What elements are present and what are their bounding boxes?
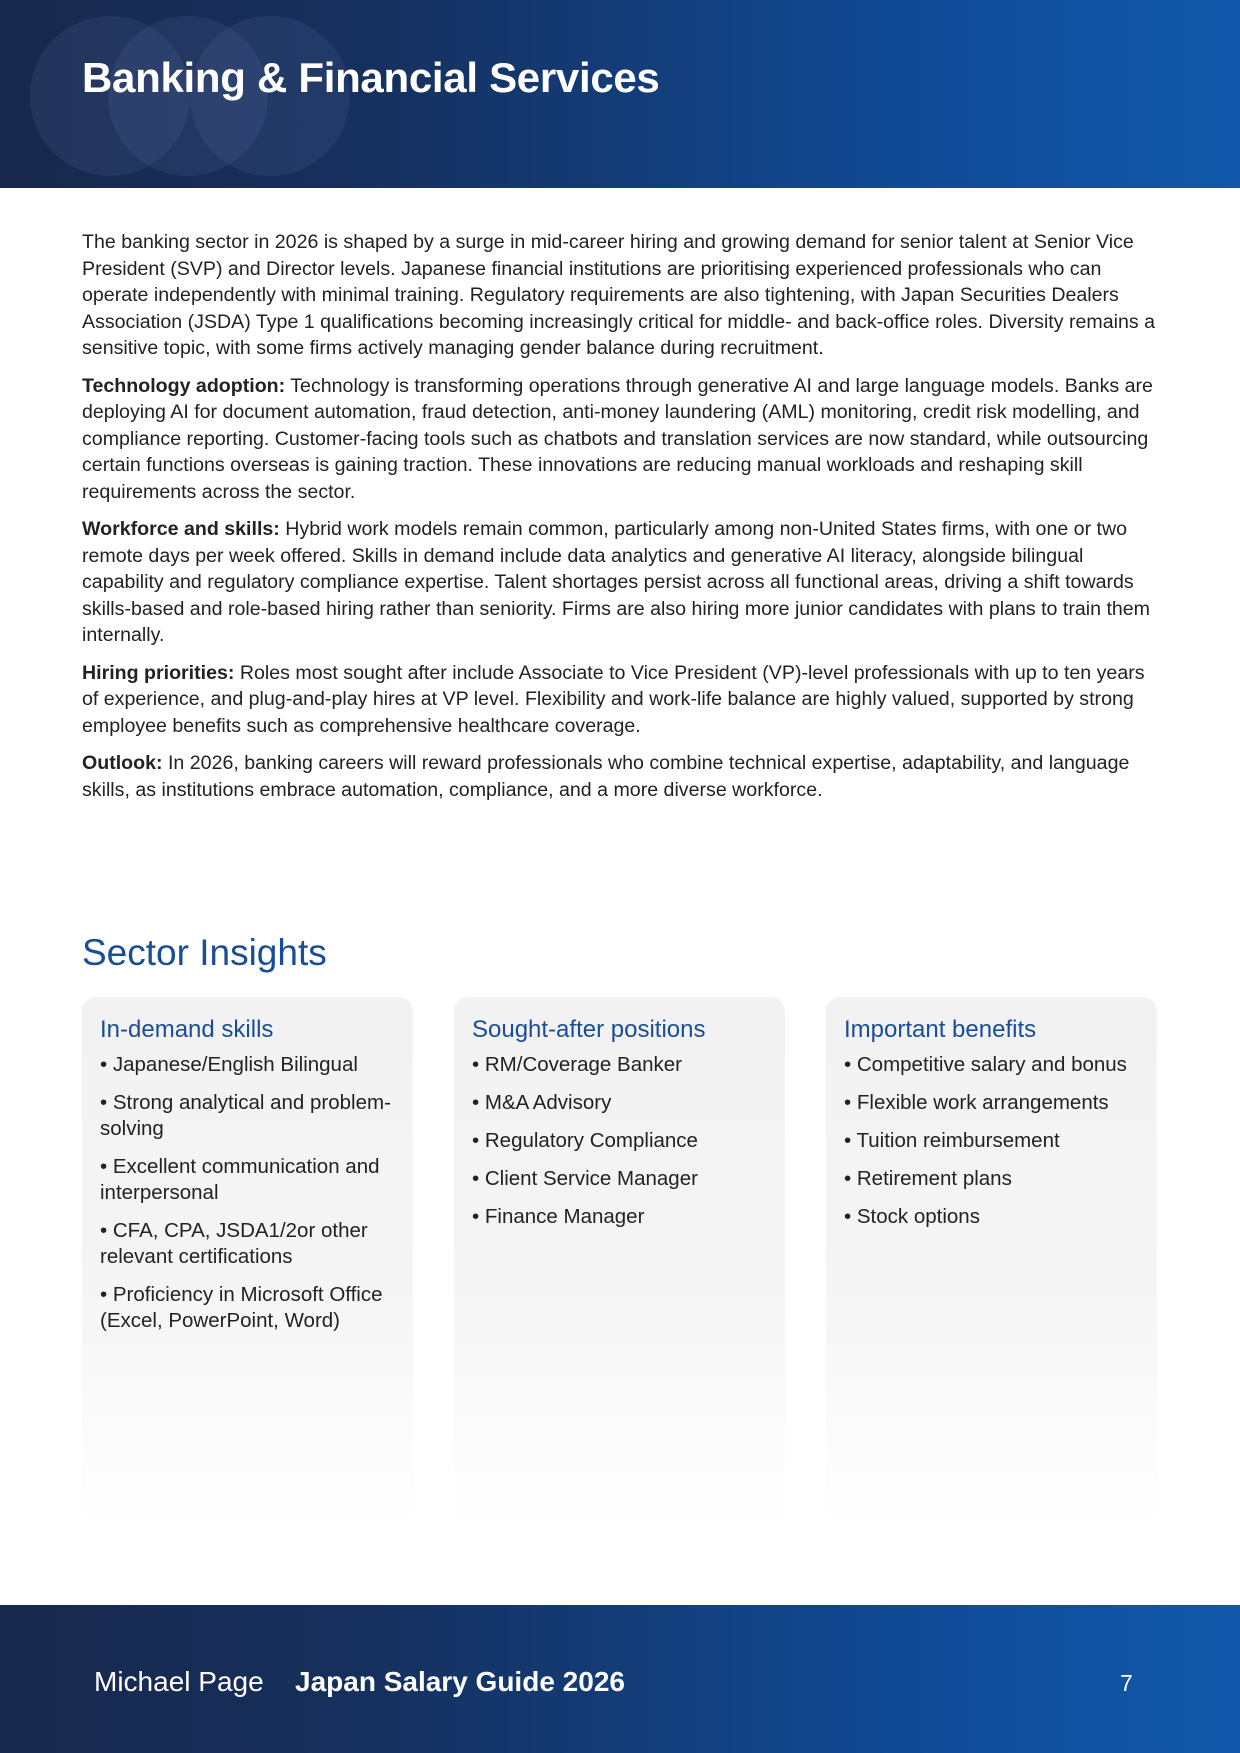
article-body — [82, 229, 1162, 814]
outlook-text: In 2026, banking careers will reward professionals who combine technical expertise, adaptability, and language skills, as institutions embrace automation, compliance, and a more diverse workforce. — [82, 752, 1130, 801]
list-item: • Strong analytical and problem-solving — [100, 1091, 391, 1140]
list-item: • Finance Manager — [472, 1205, 645, 1228]
list-item: • Flexible work arrangements — [844, 1091, 1109, 1114]
intro-paragraph: The banking sector in 2026 is shaped by a surge in mid-career hiring and growing demand for senior talent at Senior Vice President (SVP) and Director levels. Japanese financial institutions are prioritising experienced professionals who can operate independently with minimal training. Regulatory requirements are also tightening, with Japan Securities Dealers Association (JSDA) Type 1 qualifications becoming increasingly critical for middle- and back-office roles. Diversity remains a sensitive topic, with some firms actively managing gender balance during recruitment. — [82, 231, 1156, 359]
footer-guide-title: Japan Salary Guide 2026 — [295, 1666, 625, 1697]
outlook-paragraph — [82, 750, 1162, 803]
footer-brand: Michael Page — [94, 1666, 264, 1697]
list-item: • M&A Advisory — [472, 1091, 612, 1114]
list-item: • Proficiency in Microsoft Office (Excel, PowerPoint, Word) — [100, 1283, 383, 1332]
outlook-heading: Outlook: — [82, 752, 163, 774]
positions-list — [472, 1052, 767, 1230]
list-item: • Client Service Manager — [472, 1167, 698, 1190]
list-item: • Regulatory Compliance — [472, 1129, 698, 1152]
page-number: 7 — [1120, 1670, 1133, 1696]
list-item: • Tuition reimbursement — [844, 1129, 1060, 1152]
list-item: • RM/Coverage Banker — [472, 1053, 682, 1076]
workforce-text: Hybrid work models remain common, particularly among non-United States firms, with one or two remote days per week offered. Skills in demand include data analytics and generative AI literacy, alongside bilingual capability and regulatory compliance expertise. Talent shortages persist across all functional areas, driving a shift towards skills-based and role-based hiring rather than seniority. Firms are also hiring more junior candidates with plans to train them internally. — [82, 518, 1151, 646]
workforce-heading: Workforce and skills: — [82, 518, 280, 540]
sector-insights-title: Sector Insights — [82, 932, 327, 973]
hiring-text: Roles most sought after include Associate to Vice President (VP)-level professionals with up to ten years of experience, and plug-and-play hires at VP level. Flexibility and work-life balance are highly valued, supported by strong employee benefits such as comprehensive healthcare coverage. — [82, 661, 1145, 737]
skills-card-title: In-demand skills — [100, 1016, 274, 1043]
benefits-card-title: Important benefits — [844, 1016, 1037, 1043]
workforce-paragraph — [82, 516, 1162, 649]
technology-text: Technology is transforming operations through generative AI and large language models. Banks are deploying AI for document automation, fraud detection, anti-money laundering (AML) monitoring, credit risk modelling, and compliance reporting. Customer-facing tools such as chatbots and translation services are now standard, while outsourcing certain functions overseas is gaining traction. These innovations are reducing manual workloads and reshaping skill requirements across the sector. — [82, 374, 1153, 503]
hiring-heading: Hiring priorities: — [82, 661, 235, 684]
list-item: • Japanese/English Bilingual — [100, 1053, 358, 1076]
skills-card — [82, 997, 413, 1527]
technology-heading: Technology adoption: — [82, 374, 286, 397]
list-item: • Stock options — [844, 1205, 980, 1228]
skills-list — [100, 1052, 395, 1334]
list-item: • Competitive salary and bonus — [844, 1053, 1127, 1076]
positions-card — [454, 997, 785, 1527]
benefits-card — [826, 997, 1157, 1527]
page-title: Banking & Financial Services — [82, 54, 660, 101]
list-item: • Retirement plans — [844, 1167, 1012, 1190]
benefits-list — [844, 1052, 1139, 1230]
hiring-paragraph — [82, 660, 1162, 740]
list-item: • Excellent communication and interpersonal — [100, 1155, 380, 1204]
technology-paragraph — [82, 373, 1162, 506]
page-header — [0, 0, 1240, 188]
list-item: • CFA, CPA, JSDA1/2or other relevant certifications — [100, 1219, 368, 1268]
positions-card-title: Sought-after positions — [472, 1016, 706, 1043]
page-footer — [0, 1605, 1240, 1753]
